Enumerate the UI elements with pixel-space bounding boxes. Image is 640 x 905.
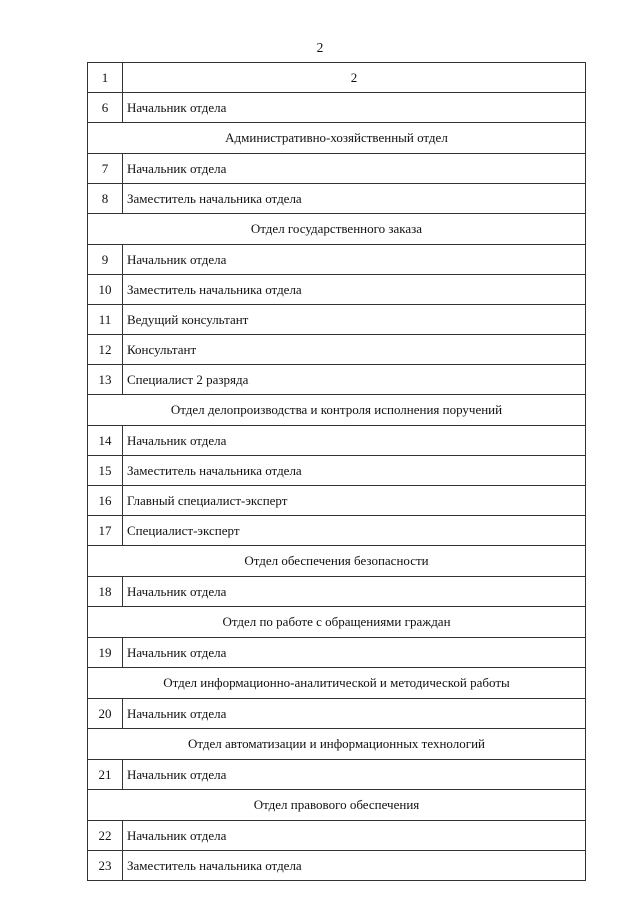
positions-table xyxy=(87,62,586,881)
section-title: Отдел автоматизации и информационных технологий xyxy=(88,729,586,760)
section-title: Отдел информационно-аналитической и методической работы xyxy=(88,668,586,699)
section-title: Отдел по работе с обращениями граждан xyxy=(88,607,586,638)
position-title: Начальник отдела xyxy=(123,93,586,123)
row-number: 8 xyxy=(88,184,123,214)
position-title: Начальник отдела xyxy=(123,638,586,668)
row-number: 11 xyxy=(88,305,123,335)
row-number: 9 xyxy=(88,245,123,275)
row-number: 14 xyxy=(88,426,123,456)
header-col-1: 1 xyxy=(88,63,123,93)
section-title: Отдел правового обеспечения xyxy=(88,790,586,821)
section-header-row xyxy=(88,790,586,821)
table-row xyxy=(88,851,586,881)
table-row xyxy=(88,184,586,214)
table-row xyxy=(88,821,586,851)
section-header-row xyxy=(88,607,586,638)
section-header-row xyxy=(88,729,586,760)
position-title: Начальник отдела xyxy=(123,760,586,790)
table-row xyxy=(88,456,586,486)
position-title: Начальник отдела xyxy=(123,577,586,607)
row-number: 20 xyxy=(88,699,123,729)
row-number: 12 xyxy=(88,335,123,365)
row-number: 21 xyxy=(88,760,123,790)
section-title: Административно-хозяйственный отдел xyxy=(88,123,586,154)
table-row xyxy=(88,154,586,184)
position-title: Ведущий консультант xyxy=(123,305,586,335)
table-row xyxy=(88,760,586,790)
table-row xyxy=(88,245,586,275)
section-header-row xyxy=(88,123,586,154)
positions-table-body xyxy=(88,63,586,881)
row-number: 6 xyxy=(88,93,123,123)
section-header-row xyxy=(88,214,586,245)
table-row xyxy=(88,335,586,365)
position-title: Заместитель начальника отдела xyxy=(123,456,586,486)
table-row xyxy=(88,426,586,456)
table-row xyxy=(88,486,586,516)
table-row xyxy=(88,699,586,729)
table-row xyxy=(88,365,586,395)
position-title: Главный специалист-эксперт xyxy=(123,486,586,516)
row-number: 18 xyxy=(88,577,123,607)
table-row xyxy=(88,577,586,607)
section-title: Отдел делопроизводства и контроля исполнения поручений xyxy=(88,395,586,426)
row-number: 10 xyxy=(88,275,123,305)
table-row xyxy=(88,516,586,546)
position-title: Начальник отдела xyxy=(123,245,586,275)
table-row xyxy=(88,93,586,123)
row-number: 22 xyxy=(88,821,123,851)
row-number: 23 xyxy=(88,851,123,881)
section-title: Отдел обеспечения безопасности xyxy=(88,546,586,577)
position-title: Начальник отдела xyxy=(123,821,586,851)
row-number: 15 xyxy=(88,456,123,486)
section-header-row xyxy=(88,668,586,699)
table-row xyxy=(88,305,586,335)
position-title: Заместитель начальника отдела xyxy=(123,184,586,214)
row-number: 19 xyxy=(88,638,123,668)
position-title: Начальник отдела xyxy=(123,699,586,729)
row-number: 13 xyxy=(88,365,123,395)
position-title: Консультант xyxy=(123,335,586,365)
position-title: Начальник отдела xyxy=(123,426,586,456)
page-number: 2 xyxy=(316,40,324,55)
row-number: 17 xyxy=(88,516,123,546)
section-header-row xyxy=(88,395,586,426)
table-row xyxy=(88,638,586,668)
position-title: Специалист-эксперт xyxy=(123,516,586,546)
row-number: 16 xyxy=(88,486,123,516)
section-header-row xyxy=(88,546,586,577)
header-col-2: 2 xyxy=(123,63,586,93)
table-header-row xyxy=(88,63,586,93)
row-number: 7 xyxy=(88,154,123,184)
position-title: Заместитель начальника отдела xyxy=(123,851,586,881)
table-row xyxy=(88,275,586,305)
position-title: Начальник отдела xyxy=(123,154,586,184)
position-title: Специалист 2 разряда xyxy=(123,365,586,395)
section-title: Отдел государственного заказа xyxy=(88,214,586,245)
position-title: Заместитель начальника отдела xyxy=(123,275,586,305)
